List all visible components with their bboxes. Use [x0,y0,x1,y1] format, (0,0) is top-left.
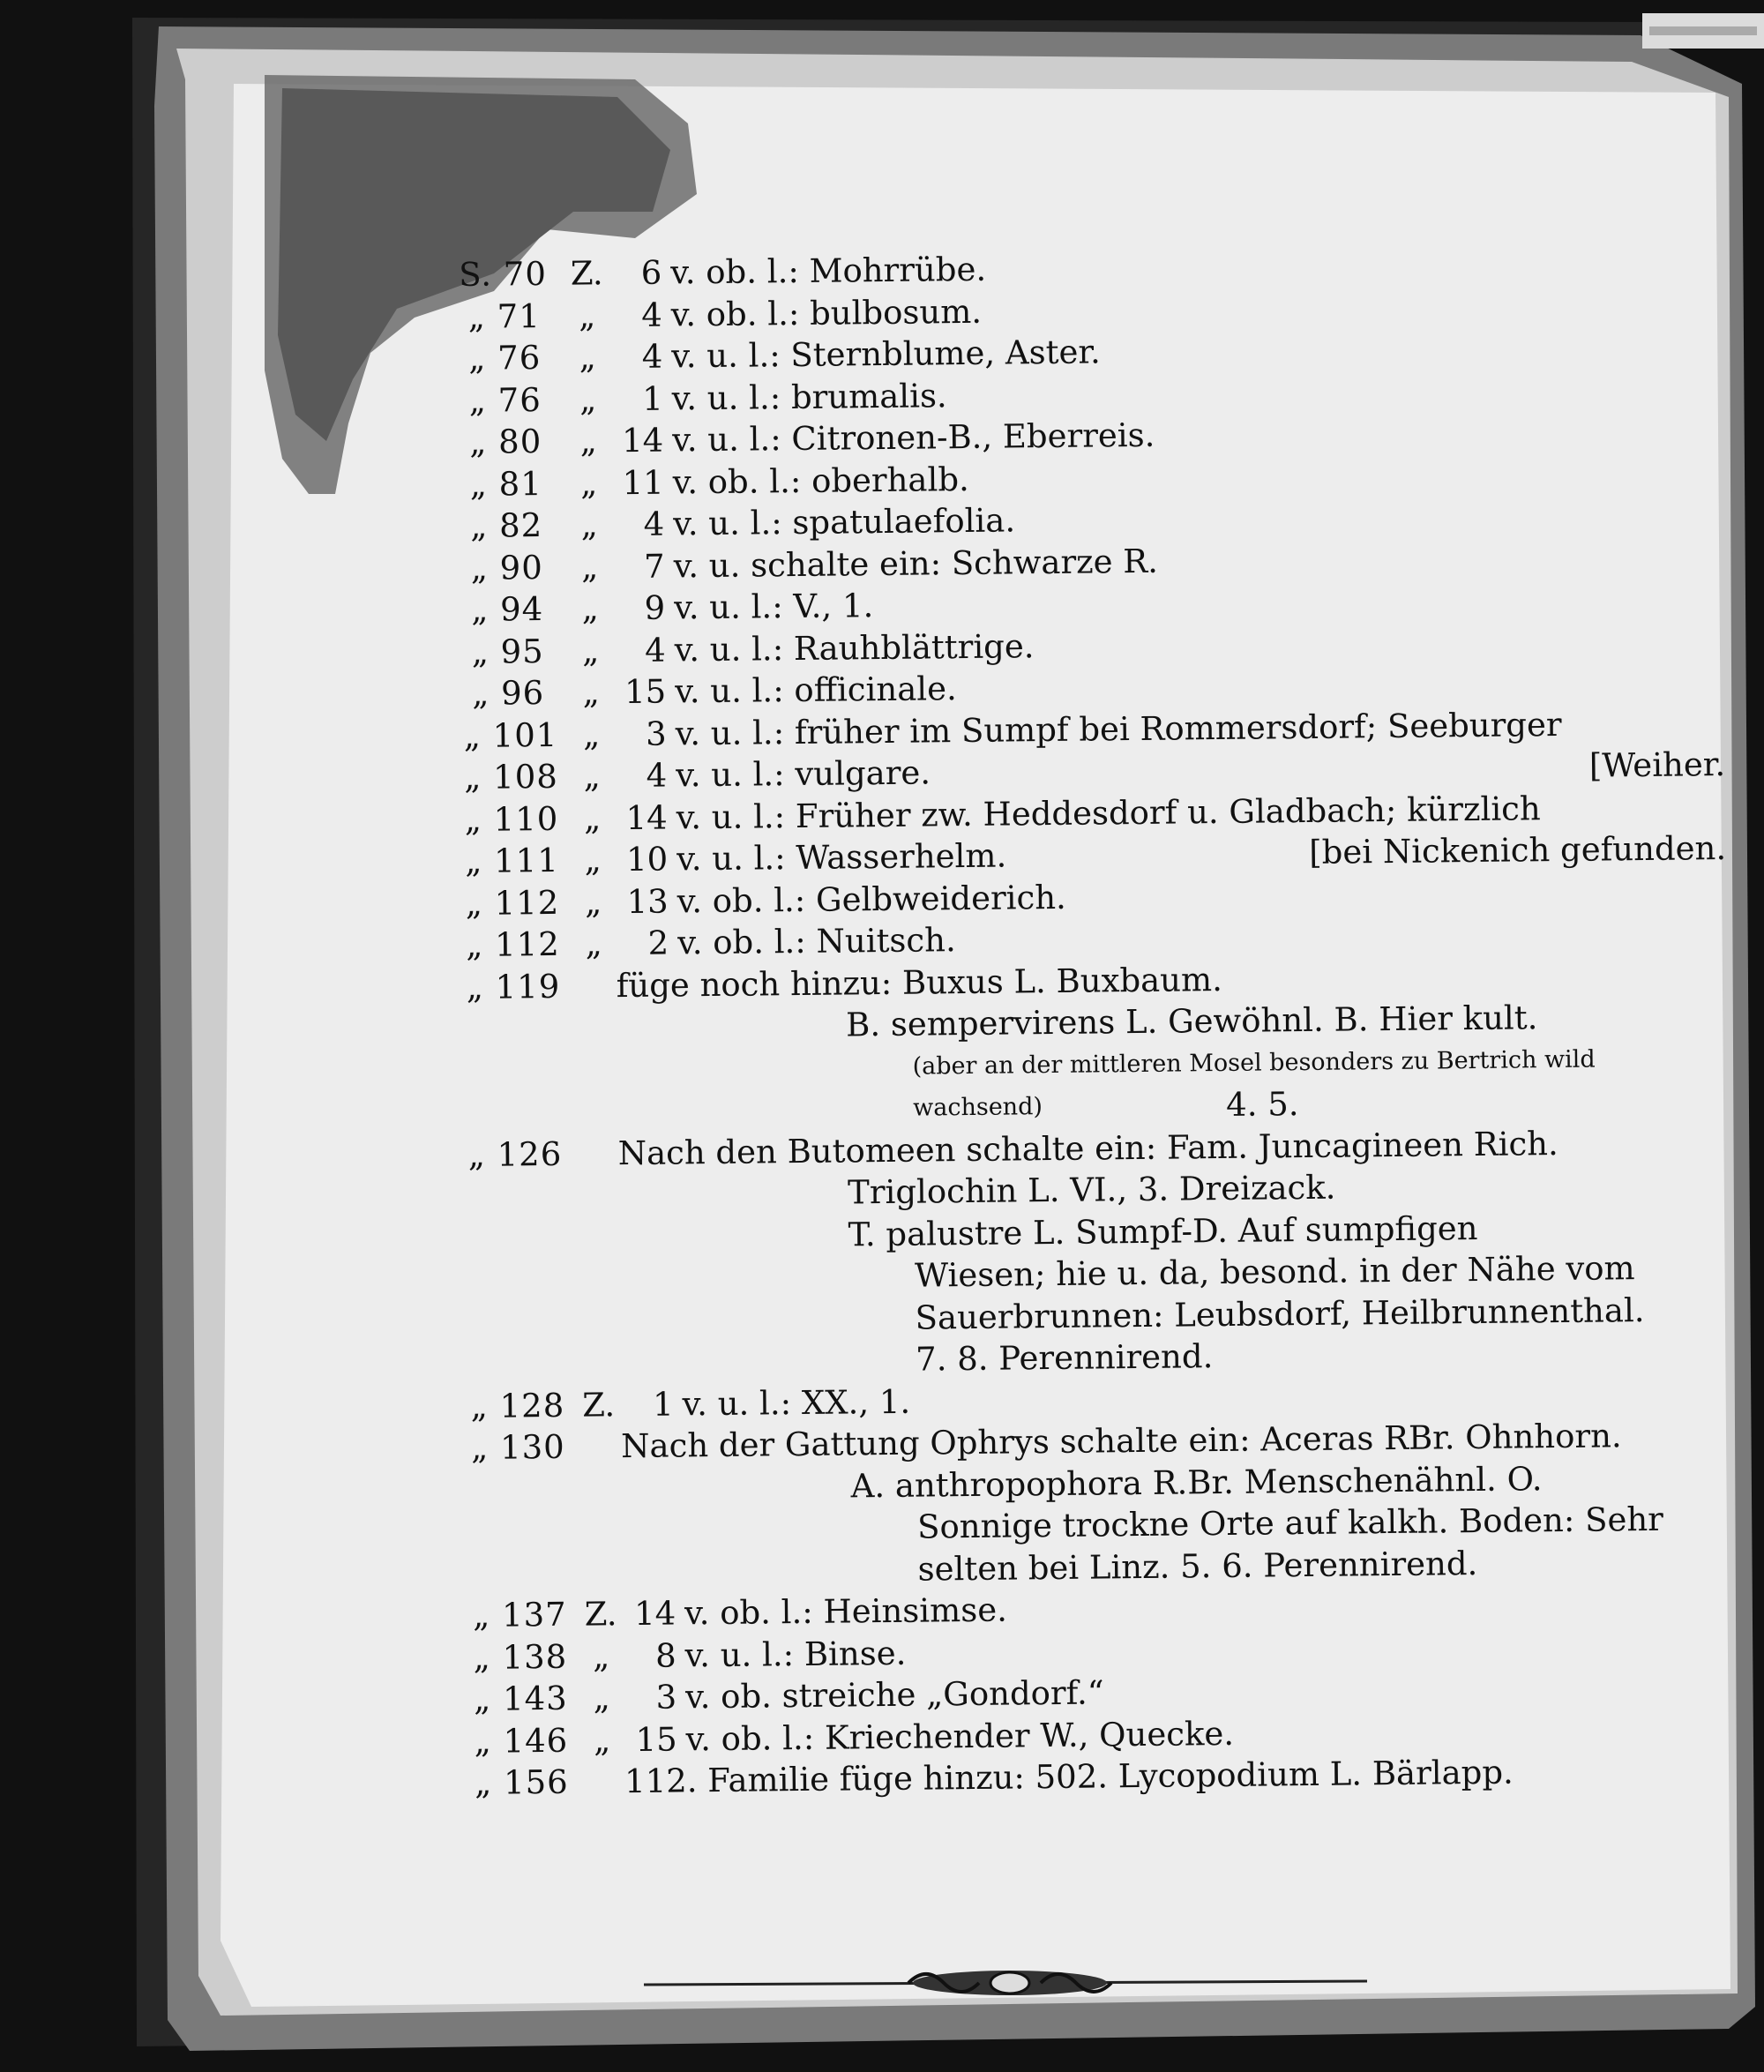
line-marker: „ [578,295,596,335]
inserted-entry-continuation: 7. 8. Perennirend. [915,1337,1214,1379]
line-marker: „ [581,631,600,670]
correction-text: v. ob. l.: Gelbweiderich. [676,878,1067,920]
page-reference: „ 110 [464,799,559,839]
page-reference: „ 82 [469,506,543,545]
line-number: 4 [644,631,666,669]
page-reference: „ 101 [463,715,558,755]
line-number: 15 [624,672,667,712]
page-reference: „ 130 [470,1427,565,1467]
inserted-entry-continuation: Sonnige trockne Orte auf kalkh. Boden: Sehr [916,1500,1664,1546]
right-aligned-continuation: [bei Nickenich gefunden. [1308,828,1727,871]
page-reference: „ 126 [467,1134,563,1174]
correction-text: v. u. l.: XX., 1. [682,1382,911,1423]
correction-text: Nach der Gattung Ophrys schalte ein: Aceras RBr. Ohnhorn. [620,1417,1622,1466]
correction-text: v. u. l.: spatulaefolia. [672,501,1016,543]
line-marker: Z. [584,1595,617,1634]
inserted-entry: A. anthropophora R.Br. Menschenähnl. O. [850,1459,1543,1505]
page-reference: „ 156 [474,1762,569,1802]
line-number: 15 [635,1720,677,1759]
line-marker: „ [582,714,601,754]
inserted-entry: B. sempervirens L. Gewöhnl. B. Hier kult. [845,999,1538,1044]
correction-text: v. u. l.: brumalis. [671,376,947,417]
page-reference: „ 119 [466,967,561,1006]
page-reference: „ 143 [473,1679,568,1718]
page-reference: S. 70 [459,254,548,294]
inserted-entry-continuation: (aber an der mittleren Mosel besonders zu Bertrich wild [912,1045,1596,1081]
line-number: 3 [645,714,667,753]
correction-text: v. ob. l.: Kriechender W., Quecke. [685,1714,1235,1758]
line-number: 14 [625,798,668,837]
page-reference: „ 111 [464,841,559,880]
line-number: 14 [633,1594,676,1633]
line-marker: „ [579,463,598,503]
correction-text: v. u. l.: V., 1. [673,587,874,627]
page-reference: „ 90 [470,548,543,587]
line-marker: „ [582,673,601,712]
page-reference: „ 81 [469,464,542,504]
correction-text: v. u. l.: Sternblume, Aster. [671,333,1101,376]
correction-text: v. ob. l.: Mohrrübe. [670,250,987,292]
right-aligned-continuation: [Weiher. [1588,744,1726,785]
line-number: 8 [654,1636,676,1675]
line-number: 4 [646,756,668,795]
line-number: 3 [655,1678,677,1717]
line-marker: „ [583,798,602,838]
line-marker: „ [585,924,602,963]
page-reference: „ 128 [470,1386,565,1425]
page-reference: „ 95 [471,632,544,671]
page-reference: „ 94 [470,590,544,629]
inserted-entry: Triglochin L. VI., 3. Dreizack. [847,1168,1336,1212]
line-number: 6 [640,253,662,292]
inserted-entry: T. palustre L. Sumpf-D. Auf sumpfigen [848,1208,1478,1253]
correction-text: v. u. l.: Citronen-B., Eberreis. [671,415,1155,460]
page-reference: „ 96 [471,674,545,713]
line-number: 7 [643,547,665,586]
page-reference: „ 112 [465,883,560,923]
correction-text: Nach den Butomeen schalte ein: Fam. Juncagineen Rich. [617,1124,1558,1172]
page-reference: „ 112 [465,924,560,964]
line-number: 13 [626,882,669,921]
line-number: 11 [622,463,664,502]
correction-text: füge noch hinzu: Buxus L. Buxbaum. [616,960,1223,1005]
end-ornament [644,1962,1376,2006]
correction-text: v. ob. l.: Nuitsch. [676,921,956,962]
line-marker: „ [580,547,599,587]
inserted-entry-continuation: selten bei Linz. 5. 6. Perennirend. [917,1544,1478,1589]
line-number: 4 [641,337,663,376]
line-number: 10 [625,840,669,879]
correction-text: v. ob. l.: Heinsimse. [684,1590,1008,1633]
correction-text: v. ob. streiche „Gondorf.“ [684,1673,1104,1717]
line-marker: „ [584,882,602,922]
correction-text: v. u. l.: Binse. [684,1634,907,1674]
line-marker: Z. [570,254,603,293]
page-reference: „ 137 [472,1595,567,1634]
correction-text: v. u. l.: Wasserhelm. [676,836,1007,879]
page-reference: „ 146 [474,1721,569,1761]
line-marker: „ [580,505,599,544]
line-marker: „ [581,589,600,628]
line-marker: „ [584,841,602,879]
line-marker: „ [593,1679,610,1717]
line-number: 9 [644,588,666,627]
line-marker: „ [579,422,598,460]
page-reference: „ 80 [468,423,542,461]
correction-text: v. u. schalte ein: Schwarze R. [673,542,1159,585]
correction-text: v. u. l.: Rauhblättrige. [674,626,1035,669]
page-reference: „ 76 [468,380,542,420]
correction-text: 112. Familie füge hinzu: 502. Lycopodium L. Bärlapp. [624,1753,1514,1801]
line-marker: „ [593,1720,611,1759]
correction-text: v. ob. l.: bulbosum. [670,292,983,333]
line-marker: „ [583,757,602,796]
page-reference: „ 138 [473,1637,568,1677]
page-reference: „ 71 [467,296,541,336]
inserted-entry-continuation: Sauerbrunnen: Leubsdorf, Heilbrunnenthal. [915,1290,1645,1337]
line-marker: „ [579,338,597,377]
line-number: 2 [647,924,669,962]
line-marker: „ [579,379,597,419]
line-number: 14 [621,421,664,460]
line-marker: „ [592,1636,610,1675]
inserted-entry-continuation: Wiesen; hie u. da, besond. in der Nähe vom [914,1249,1635,1295]
inserted-entry-continuation: wachsend) [913,1093,1043,1122]
correction-text: v. u. l.: Früher zw. Heddesdorf u. Gladbach; kürzlich [676,789,1541,836]
correction-text: v. u. l.: früher im Sumpf bei Rommersdorf; Seeburger [675,705,1562,752]
page-reference: „ 108 [463,757,558,797]
correction-text: v. u. l.: officinale. [674,669,957,711]
line-marker: Z. [582,1385,616,1425]
line-number: 4 [640,295,662,334]
errata-text-block [459,241,1745,1842]
flowering-months: 4. 5. [1225,1085,1299,1124]
correction-text: v. ob. l.: oberhalb. [672,460,969,501]
line-number: 1 [652,1385,674,1424]
line-number: 4 [643,505,665,543]
page-reference: „ 76 [467,339,542,378]
correction-text: v. u. l.: vulgare. [675,753,931,795]
line-number: 1 [641,379,663,418]
